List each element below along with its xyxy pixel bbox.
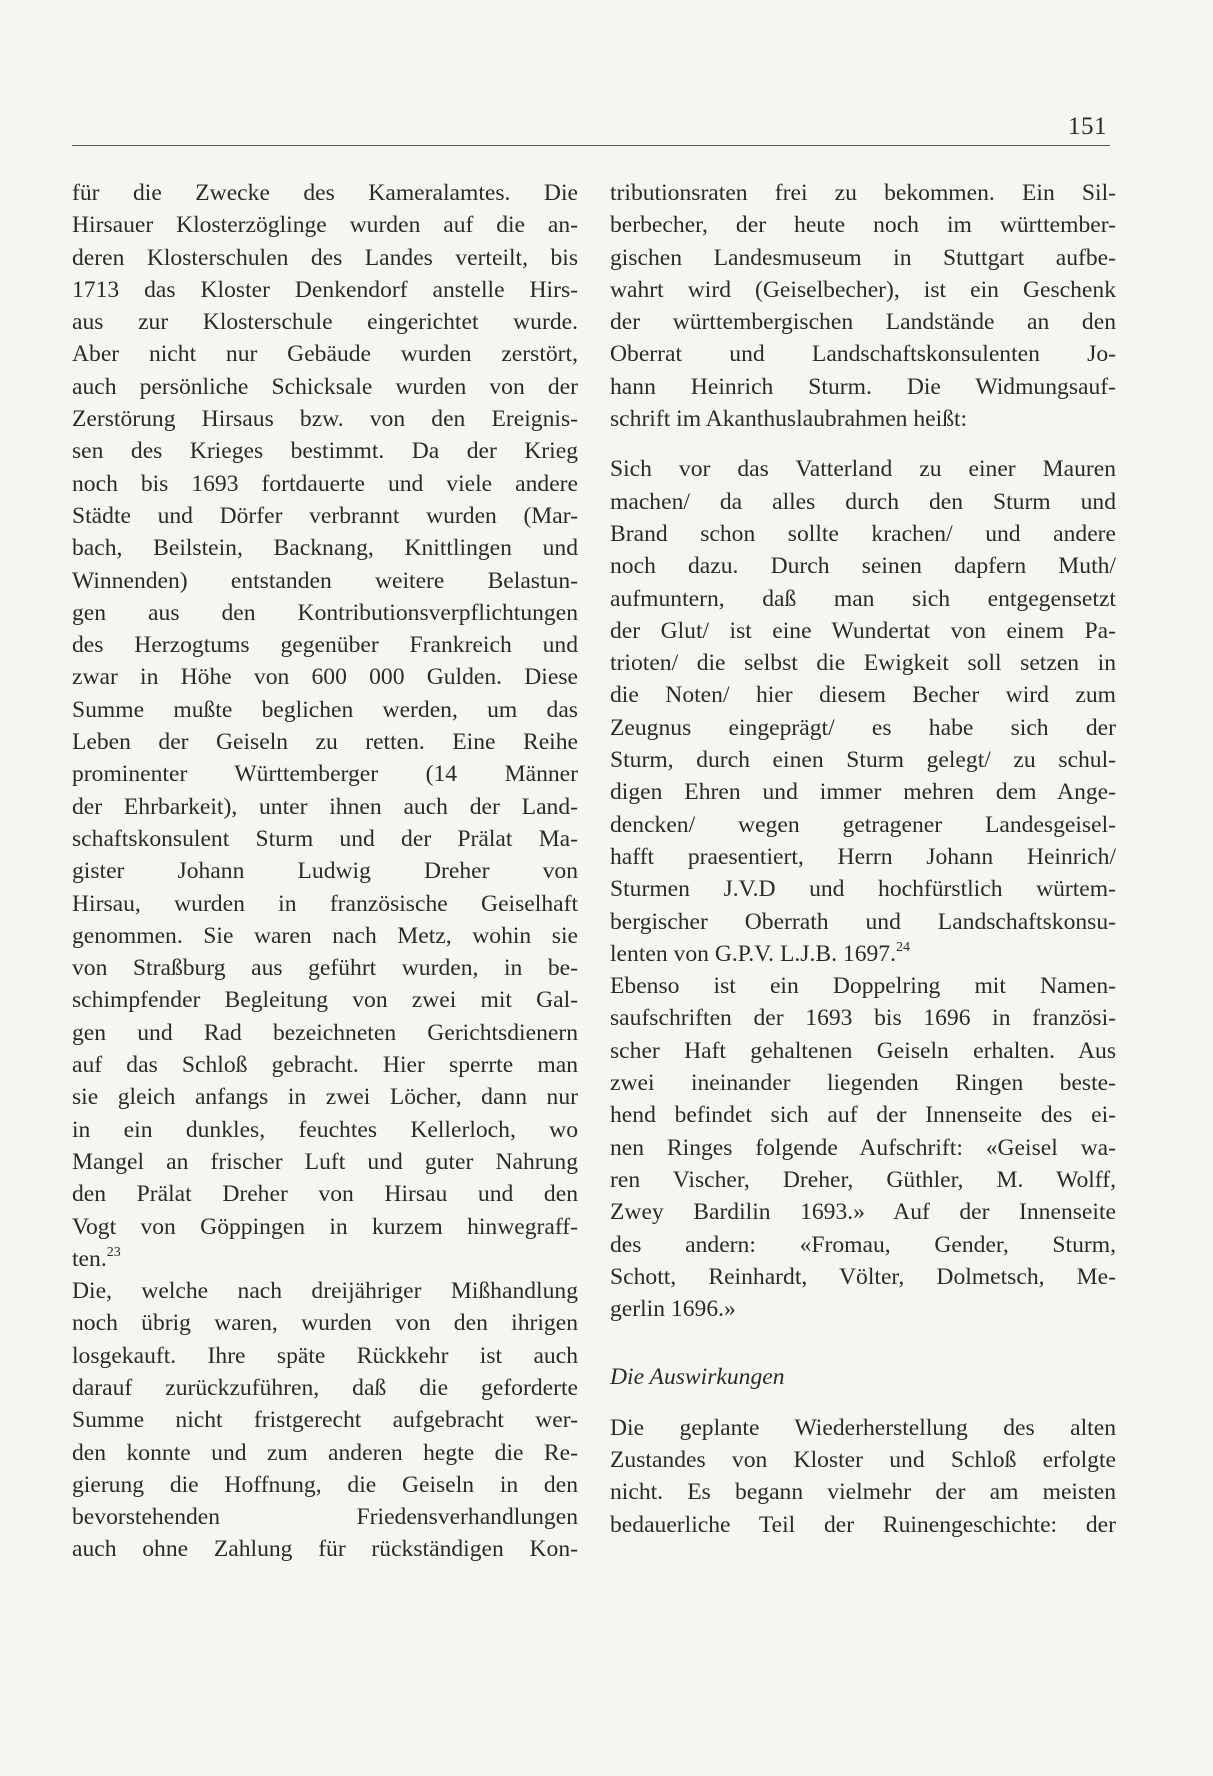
spacer (610, 435, 1116, 453)
text-line: noch dazu. Durch seinen dapfern Muth/ (610, 553, 1116, 580)
text-line: gister Johann Ludwig Dreher von (72, 858, 578, 885)
text-line: für die Zwecke des Kameralamtes. Die (72, 180, 578, 206)
text-line: nen Ringes folgende Aufschrift: «Geisel wa- (610, 1134, 1116, 1161)
paragraph-final (610, 1412, 1116, 1541)
text-line: in ein dunkles, feuchtes Kellerloch, wo (72, 1116, 578, 1143)
text-line: Zwey Bardilin 1693.» Auf der Innenseite (610, 1199, 1116, 1226)
text-line: auch persönliche Schicksale wurden von der (72, 373, 578, 400)
text-line: aus zur Klosterschule eingerichtet wurde. (72, 309, 578, 336)
paragraph-ring (610, 970, 1116, 1293)
section-heading: Die Auswirkungen (610, 1364, 785, 1391)
text-line: digen Ehren und immer mehren dem Ange- (610, 779, 1116, 806)
right-column (610, 177, 1116, 1541)
text-line: Sturm, durch einen Sturm gelegt/ zu schul- (610, 747, 1116, 774)
text-line: schaftskonsulent Sturm und der Prälat Ma- (72, 825, 578, 852)
text-line: auf das Schloß gebracht. Hier sperrte man (72, 1052, 578, 1079)
text-line: machen/ da alles durch den Sturm und (610, 488, 1116, 515)
text-line: schimpfender Begleitung von zwei mit Gal- (72, 987, 578, 1014)
text-line: aufmuntern, daß man sich entgegensetzt (610, 585, 1116, 612)
text-line: zwei ineinander liegenden Ringen beste- (610, 1070, 1116, 1097)
text-line: hend befindet sich auf der Innenseite des ei- (610, 1102, 1116, 1129)
text-line: tributionsraten frei zu bekommen. Ein Sil- (610, 180, 1116, 206)
page-number: 151 (1068, 113, 1107, 140)
text-line: auch ohne Zahlung für rückständigen Kon- (72, 1536, 578, 1563)
text-line: hann Heinrich Sturm. Die Widmungsauf- (610, 373, 1116, 400)
text-line: nicht. Es begann vielmehr der am meisten (610, 1479, 1116, 1506)
text-line: deren Klosterschulen des Landes verteilt, bis (72, 244, 578, 271)
text-line: darauf zurückzuführen, daß die geforderte (72, 1374, 578, 1401)
text-line: von Straßburg aus geführt wurden, in be- (72, 955, 578, 982)
text-line: sie gleich anfangs in zwei Löcher, dann nur (72, 1084, 578, 1111)
text-line: der Glut/ ist eine Wundertat von einem Pa- (610, 617, 1116, 644)
spacer (610, 1394, 1116, 1412)
paragraph-1 (72, 177, 578, 1243)
footnote-ref-24[interactable]: 24 (895, 939, 910, 955)
text-line: Vogt von Göppingen in kurzem hinwegraff- (72, 1213, 578, 1240)
text-line: wahrt wird (Geiselbecher), ist ein Geschenk (610, 276, 1116, 303)
text-line: schrift im Akanthuslaubrahmen heißt: (610, 406, 968, 433)
header-rule (72, 145, 1110, 146)
text-line: Ebenso ist ein Doppelring mit Namen- (610, 973, 1116, 1000)
text-line: Mangel an frischer Luft und guter Nahrung (72, 1148, 578, 1175)
text-line: Hirsau, wurden in französische Geiselhaft (72, 890, 578, 917)
text-line: zwar in Höhe von 600 000 Gulden. Diese (72, 664, 578, 691)
text-line: Aber nicht nur Gebäude wurden zerstört, (72, 341, 578, 368)
text-line: gerlin 1696.» (610, 1296, 736, 1323)
text-line: Oberrat und Landschaftskonsulenten Jo- (610, 341, 1116, 368)
text-line: die Noten/ hier diesem Becher wird zum (610, 682, 1116, 709)
text-line: Hirsauer Klosterzöglinge wurden auf die an- (72, 212, 578, 239)
quote-block (610, 453, 1116, 937)
text-line: 1713 das Kloster Denkendorf anstelle Hirs- (72, 276, 578, 303)
left-column (72, 177, 578, 1566)
footnote-ref-23[interactable]: 23 (106, 1244, 121, 1260)
text-line: Schott, Reinhardt, Völter, Dolmetsch, Me- (610, 1263, 1116, 1290)
text-line: scher Haft gehaltenen Geiseln erhalten. Aus (610, 1037, 1116, 1064)
text-line: Summe nicht fristgerecht aufgebracht wer- (72, 1407, 578, 1434)
text-line: des andern: «Fromau, Gender, Sturm, (610, 1231, 1116, 1258)
spacer (610, 1325, 1116, 1361)
text-line: Winnenden) entstanden weitere Belastun- (72, 567, 578, 594)
text-line: trioten/ die selbst die Ewigkeit soll setzen in (610, 650, 1116, 677)
text-line: den Prälat Dreher von Hirsau und den (72, 1181, 578, 1208)
text-line: des Herzogtums gegenüber Frankreich und (72, 632, 578, 659)
text-line: Summe mußte beglichen werden, um das (72, 696, 578, 723)
text-line: bedauerliche Teil der Ruinengeschichte: der (610, 1511, 1116, 1538)
text-line: noch bis 1693 fortdauerte und viele andere (72, 470, 578, 497)
text-line: noch übrig waren, wurden von den ihrigen (72, 1310, 578, 1337)
text-line: saufschriften der 1693 bis 1696 in französi- (610, 1005, 1116, 1032)
text-line: der württembergischen Landstände an den (610, 309, 1116, 336)
text-line: Die geplante Wiederherstellung des alten (610, 1414, 1116, 1441)
text-line: Sich vor das Vatterland zu einer Mauren (610, 456, 1116, 483)
text-line: den konnte und zum anderen hegte die Re- (72, 1439, 578, 1466)
text-line: berbecher, der heute noch im württember- (610, 212, 1116, 239)
text-line: gierung die Hoffnung, die Geiseln in den (72, 1471, 578, 1498)
paragraph-2 (72, 1275, 578, 1566)
text-line: bach, Beilstein, Backnang, Knittlingen und (72, 535, 578, 562)
text-line: Zeugnus eingeprägt/ es habe sich der (610, 714, 1116, 741)
text-line: Leben der Geiseln zu retten. Eine Reihe (72, 729, 578, 756)
text-line: gen aus den Kontributionsverpflichtungen (72, 599, 578, 626)
text-line: ren Vischer, Dreher, Güthler, M. Wolff, (610, 1166, 1116, 1193)
text-line: Städte und Dörfer verbrannt wurden (Mar- (72, 502, 578, 529)
text-line: gen und Rad bezeichneten Gerichtsdienern (72, 1019, 578, 1046)
text-line: der Ehrbarkeit), unter ihnen auch der Land- (72, 793, 578, 820)
text-line: Sturmen J.V.D und hochfürstlich würtem- (610, 876, 1116, 903)
text-line: genommen. Sie waren nach Metz, wohin sie (72, 922, 578, 949)
text-line: Zustandes von Kloster und Schloß erfolgte (610, 1446, 1116, 1473)
text-line: bergischer Oberrath und Landschaftskonsu- (610, 908, 1116, 935)
text-line: dencken/ wegen getragener Landesgeisel- (610, 811, 1116, 838)
text-line: bevorstehenden Friedensverhandlungen (72, 1504, 578, 1531)
paragraph-3 (610, 177, 1116, 403)
text-line: hafft praesentiert, Herrn Johann Heinrich/ (610, 843, 1116, 870)
text-line: sen des Krieges bestimmt. Da der Krieg (72, 438, 578, 465)
text-line: gischen Landesmuseum in Stuttgart aufbe- (610, 244, 1116, 271)
text-line: Die, welche nach dreijähriger Mißhandlung (72, 1278, 578, 1305)
text-line: prominenter Württemberger (14 Männer (72, 761, 578, 788)
text-line: ten.$^{23}$ (72, 1244, 121, 1272)
text-line: Zerstörung Hirsaus bzw. von den Ereignis- (72, 406, 578, 433)
text-line: losgekauft. Ihre späte Rückkehr ist auch (72, 1342, 578, 1369)
text-line: lenten von G.P.V. L.J.B. 1697.24 (610, 939, 910, 967)
text-line: Brand schon sollte krachen/ und andere (610, 520, 1116, 547)
